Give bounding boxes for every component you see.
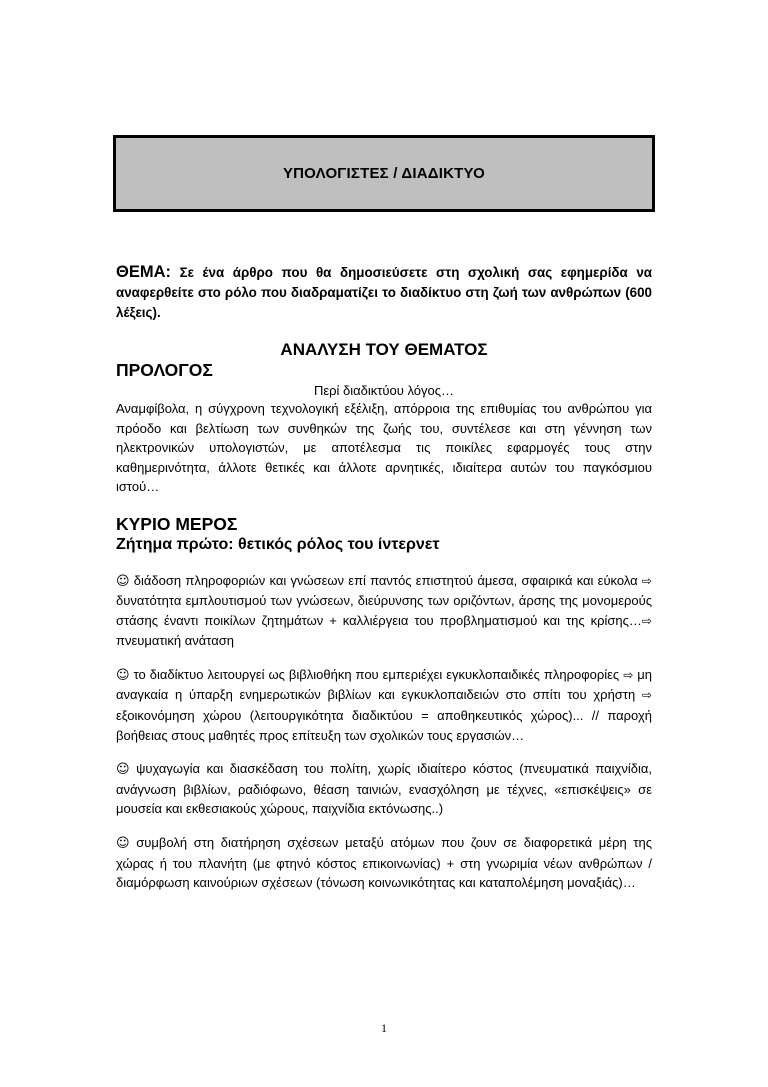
document-title: ΥΠΟΛΟΓΙΣΤΕΣ / ΔΙΑΔΙΚΤΥΟ	[282, 165, 486, 182]
theme-label: ΘΕΜΑ:	[116, 263, 171, 281]
smiley-icon: ☺	[116, 573, 130, 589]
right-arrow-icon: ⇨	[641, 613, 652, 628]
analysis-title: ΑΝΑΛΥΣΗ ΤΟΥ ΘΕΜΑΤΟΣ	[280, 340, 488, 359]
smiley-icon: ☺	[116, 667, 130, 683]
bullet-text: πνευματική ανάταση	[116, 633, 234, 649]
smiley-icon: ☺	[116, 762, 130, 778]
prologue-text: Αναμφίβολα, η σύγχρονη τεχνολογική εξέλιξη, απόρροια της επιθυμίας του ανθρώπου για πρόοδο και βελτίωση των συνθηκών της ζωής του, συντέλεσε και στη γέννηση των ηλεκτρονικών υπολογιστών, με αποτέλεσμα τις ποικίλες εφαρμογές τους στην καθημερινότητα, άλλοτε θετικές και άλλοτε αρνητικές, ιδιαίτερα αυτών του παγκόσμιου ιστού…	[116, 401, 652, 494]
bullet-text: το διαδίκτυο λειτουργεί ως βιβλιοθήκη που εμπεριέχει εγκυκλοπαιδικές πληροφορίες	[133, 666, 620, 682]
bullet-text: συμβολή στη διατήρηση σχέσεων μεταξύ ατόμων που ζουν σε διαφορετικά μέρη της χώρας ή του πλανήτη (με φτηνό κόστος επικοινωνίας) + στη γνωριμία νέων ανθρώπων / διαμόρφωση καινούριων σχέσεων (τόνωση κοινωνικότητας και καταπολέμηση μοναξιάς)…	[116, 835, 652, 891]
bullet-text: εξοικονόμηση χώρου (λειτουργικότητα διαδικτύου = αποθηκευτικός χώρος)... // παροχή βοήθειας στους μαθητές προς επίτευξη των σχολικών τους εργασιών…	[116, 708, 652, 743]
theme-text: Σε ένα άρθρο που θα δημοσιεύσετε στη σχολική σας εφημερίδα να αναφερθείτε στο ρόλο που διαδραματίζει το διαδίκτυο στη ζωή των ανθρώπων (600 λέξεις).	[116, 265, 652, 320]
bullet-item	[116, 665, 652, 745]
right-arrow-icon: ⇨	[641, 688, 652, 703]
theme-paragraph	[116, 262, 652, 323]
prologue-heading: ΠΡΟΛΟΓΟΣ	[116, 360, 213, 380]
bullet-item	[116, 571, 652, 651]
title-box	[113, 135, 655, 212]
document-content	[116, 262, 652, 893]
bullet-item	[116, 759, 652, 819]
bullet-text: μη αναγκαία η ύπαρξη ενημερωτικών βιβλίων και εγκυκλοπαιδειών στο σπίτι του χρήστη	[116, 666, 652, 703]
right-arrow-icon: ⇨	[623, 667, 634, 682]
bullet-text: δυνατότητα εμπλουτισμού των γνώσεων, διεύρυνσης των οριζόντων, άρσης της μονομερούς στάσης έναντι ποικίλων ζητημάτων + καλλιέργεια του προβληματισμού και της κρίσης…	[116, 593, 652, 628]
page-number: 1	[381, 1021, 387, 1035]
prologue-subtitle: Περί διαδικτύου λόγος…	[313, 383, 455, 398]
main-subheading: Ζήτημα πρώτο: θετικός ρόλος του ίντερνετ	[116, 535, 440, 553]
right-arrow-icon: ⇨	[641, 573, 652, 588]
smiley-icon: ☺	[116, 836, 130, 852]
main-heading: ΚΥΡΙΟ ΜΕΡΟΣ	[116, 513, 238, 534]
bullet-item	[116, 833, 652, 893]
bullet-text: διάδοση πληροφοριών και γνώσεων επί παντός επιστητού άμεσα, σφαιρικά και εύκολα	[133, 572, 638, 588]
bullet-text: ψυχαγωγία και διασκέδαση του πολίτη, χωρίς ιδιαίτερο κόστος (πνευματικά παιχνίδια, ανάγνωση βιβλίων, ραδιόφωνο, θέαση ταινιών, ενασχόληση με τέχνες, «επισκέψεις» σε μουσεία και εκθεσιακούς χώρους, παιχνίδια εκτόνωσης..)	[116, 761, 652, 817]
